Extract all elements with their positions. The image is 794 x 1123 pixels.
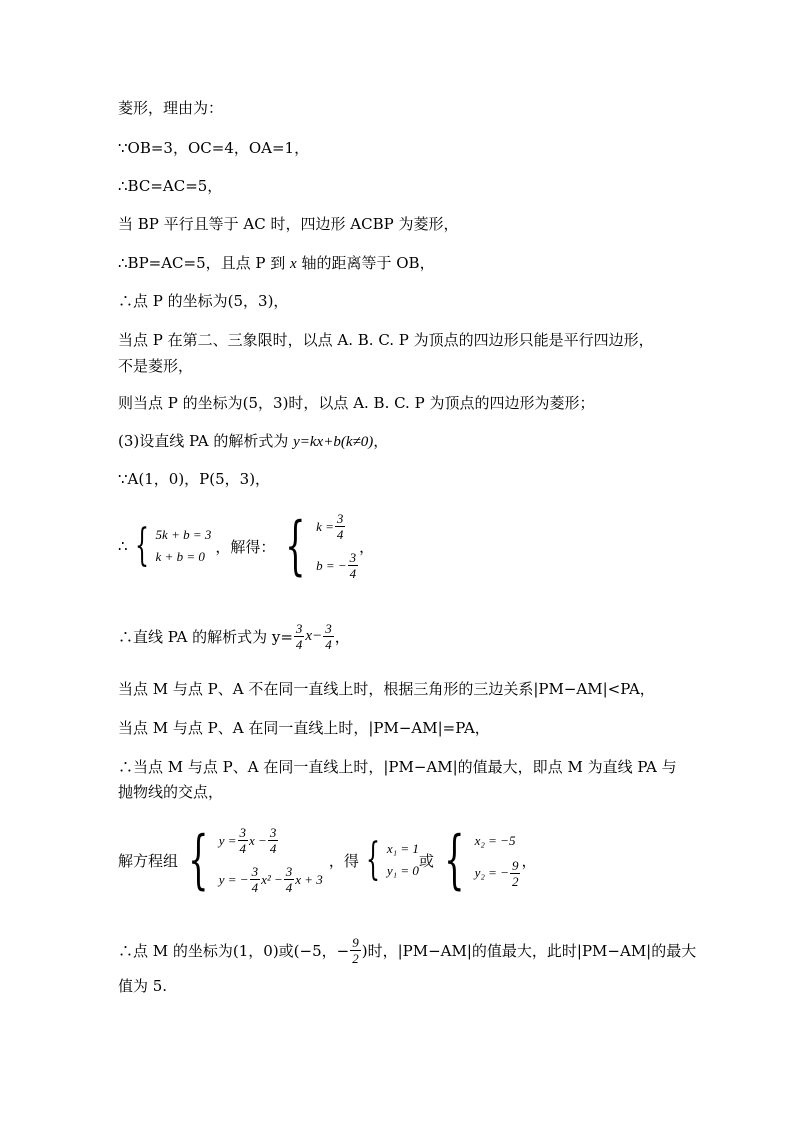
math-text: y₂ = − [474,865,509,880]
numerator: 3 [336,511,344,526]
equation-row [475,859,522,888]
math-text: x − [249,832,267,848]
text-segment: (3)设直线 PA 的解析式为 [118,432,294,450]
equation-row: k + b = 0 [155,549,205,564]
text-line: 菱形，理由为： [118,99,224,117]
text-line: ∵OB=3，OC=4，OA=1， [118,139,310,157]
text-segment: ∴BP=AC=5，且点 P 到 [118,254,291,272]
text-segment: ∴点 M 的坐标为(1，0)或(−5，− [118,942,350,960]
equation-row: 5k + b = 3 [155,527,212,542]
text-line: 当点 P 在第二、三象限时，以点 A. B. C. P 为顶点的四边形只能是平行四边形， [118,331,654,349]
fraction [294,622,305,651]
denominator: 4 [336,527,344,542]
brace-icon: { [444,823,465,897]
text-segment: 或 [418,851,434,870]
fraction [335,512,346,541]
equation-row [316,512,359,541]
math-text: y = [218,832,237,848]
math-variable: x [290,256,297,272]
text-segment: ， [521,851,537,870]
denominator: 4 [251,880,259,895]
text-line: ∴点 P 的坐标为(5，3)， [118,292,289,310]
text-segment: )时，|PM−AM|的值最大，此时|PM−AM|的最大 [361,942,697,960]
solution-system [475,833,522,888]
numerator: 3 [239,825,247,840]
numerator: 9 [352,935,359,950]
equation-row: x₂ = −5 [474,832,516,848]
brace-icon: { [188,823,209,897]
numerator: 3 [295,621,303,636]
text-segment: ， [373,432,389,450]
math-text: x² − [261,871,283,887]
text-segment: ， [359,537,375,556]
equation-row [316,551,359,580]
text-segment: ∴直线 PA 的解析式为 y= [118,628,293,646]
text-line: 当 BP 平行且等于 AC 时，四边形 ACBP 为菱形， [118,215,459,233]
text-segment: 轴的距离等于 OB， [296,254,435,272]
text-segment: ∴ [118,537,128,555]
fraction [323,622,334,651]
text-line [118,622,350,651]
numerator: 3 [349,550,357,565]
equation-system [156,527,212,565]
math-text: x + 3 [295,871,323,887]
brace-icon: { [134,520,149,571]
math-text: x− [305,628,323,644]
equation-row [219,826,323,855]
text-segment: 解方程组 [118,851,179,870]
brace-icon: { [365,834,380,885]
denominator: 2 [511,873,519,889]
fraction [284,865,295,894]
text-segment: ，解得： [215,537,276,556]
text-line: ∴当点 M 与点 P、A 在同一直线上时，|PM−AM|的值最大，即点 M 为直线 PA 与 [118,758,677,776]
solution-system [316,512,359,580]
text-line [118,936,696,965]
equation-system [219,826,323,894]
numerator: 3 [269,825,277,840]
denominator: 2 [352,951,359,966]
equation-row: x₁ = 1 [386,841,419,856]
denominator: 4 [349,566,357,581]
text-line: ∵A(1，0)，P(5，3)， [118,470,271,488]
brace-icon: { [285,509,306,583]
fraction [250,865,261,894]
numerator: 3 [325,621,332,636]
solution-system [387,841,419,879]
text-line: 当点 M 与点 P、A 不在同一直线上时，根据三角形的三边关系|PM−AM|<PA， [118,680,655,698]
fraction [348,551,359,580]
fraction [238,826,249,855]
equation-row [219,865,323,894]
text-line [118,253,435,274]
text-line [118,431,388,452]
denominator: 4 [285,880,293,895]
text-line: 抛物线的交点， [118,783,224,801]
fraction [510,859,521,888]
text-segment: ， [334,628,350,646]
text-line: 值为 5. [118,977,168,995]
fraction [350,936,361,965]
equation-line [118,823,537,897]
math-text: k = [316,518,334,534]
numerator: 9 [511,857,519,873]
text-line: ∴BC=AC=5， [118,177,223,195]
denominator: 4 [325,637,332,652]
equation-line [118,509,375,583]
denominator: 4 [269,841,277,856]
denominator: 4 [295,637,303,652]
math-text: b = − [316,557,347,573]
text-segment: ，得 [328,851,359,870]
fraction [268,826,279,855]
math-text: y = − [218,871,249,887]
denominator: 4 [239,841,247,856]
numerator: 3 [251,864,259,879]
text-line: 则当点 P 的坐标为(5，3)时，以点 A. B. C. P 为顶点的四边形为菱形； [118,394,595,412]
math-expression: y=kx+b(k≠0) [293,434,374,450]
text-line: 不是菱形， [118,357,194,375]
numerator: 3 [285,864,293,879]
text-line: 当点 M 与点 P、A 在同一直线上时，|PM−AM|=PA， [118,719,490,737]
equation-row: y₁ = 0 [386,863,419,878]
